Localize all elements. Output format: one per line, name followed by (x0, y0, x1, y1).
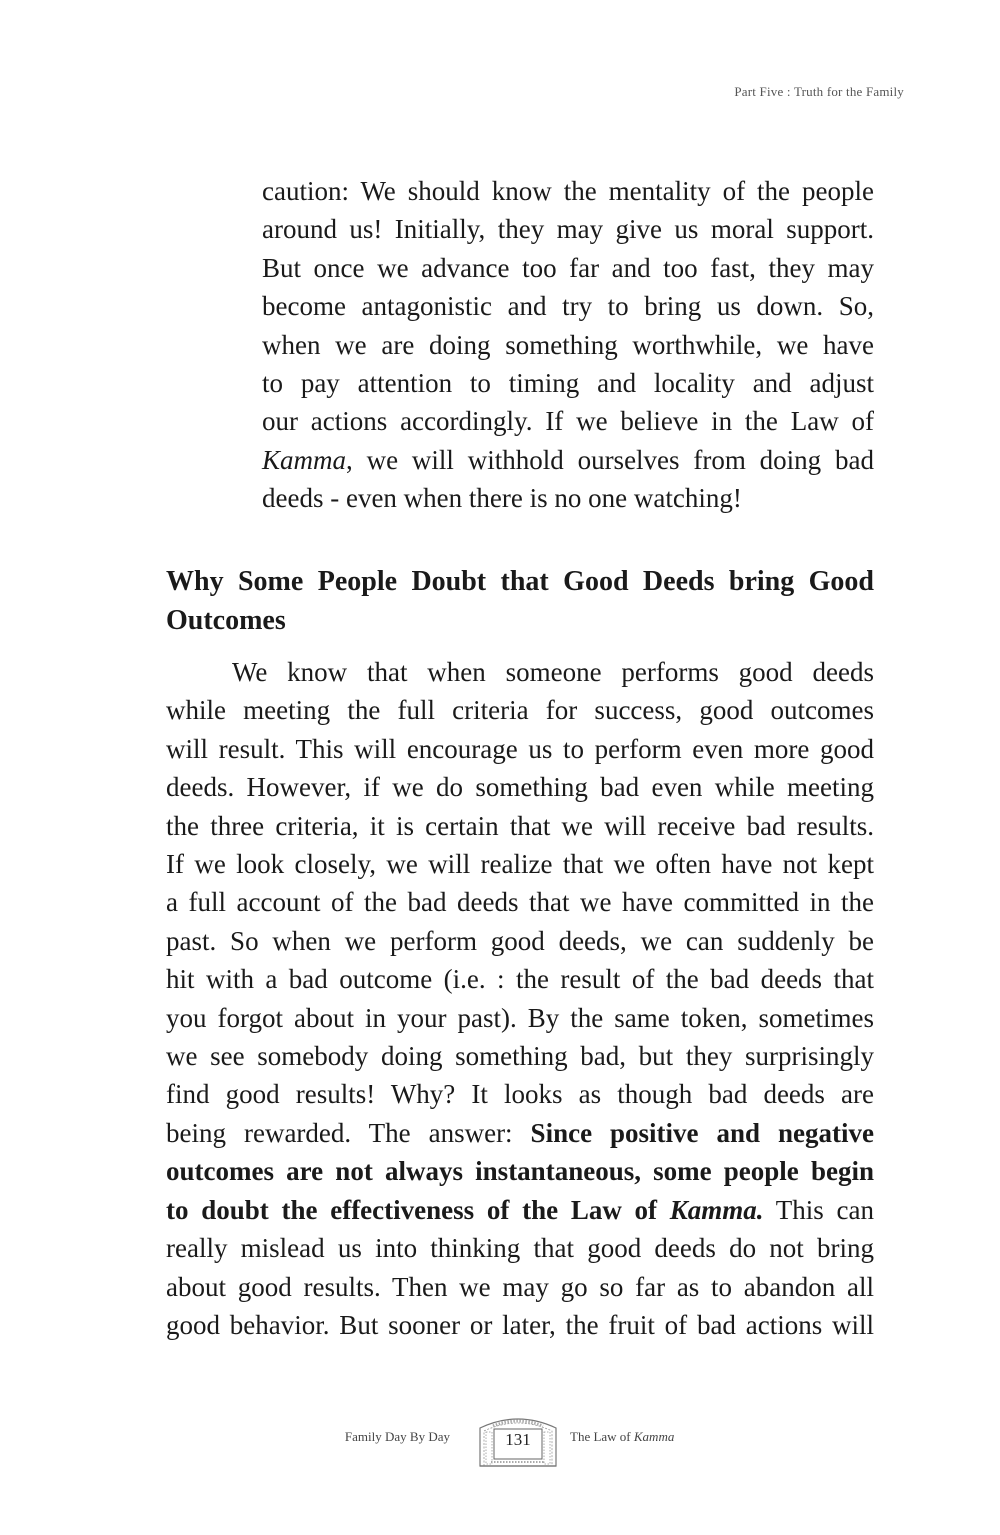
kamma-term: Kamma (262, 444, 347, 475)
text-line: our actions accordingly. If we believe in the Law of (262, 406, 874, 437)
text-line (262, 441, 874, 479)
emphasis-text (166, 1195, 764, 1225)
text-line: to pay attention to timing and locality and adjust (262, 368, 874, 399)
text-line: become antagonistic and try to bring us down. So, (262, 291, 874, 322)
running-head: Part Five : Truth for the Family (734, 84, 904, 99)
text-line (166, 1114, 874, 1152)
text-line: while meeting the full criteria for success, good outcomes (166, 695, 874, 726)
text-fragment: to doubt the effectiveness of the Law of (166, 1194, 670, 1225)
text-line: deeds. However, if we do something bad even while meeting (166, 772, 874, 803)
text-line: past. So when we perform good deeds, we can suddenly be (166, 925, 874, 956)
text-line: about good results. Then we may go so far as to abandon all (166, 1271, 874, 1302)
kamma-term: Kamma (633, 1429, 675, 1444)
text-fragment: The Law of (570, 1429, 634, 1444)
text-line: around us! Initially, they may give us moral support. (262, 214, 874, 245)
text-fragment: This can (763, 1194, 874, 1225)
page-number: 131 (505, 1430, 531, 1449)
text-line: caution: We should know the mentality of the people (262, 176, 874, 206)
paragraph-good-deeds (166, 653, 874, 1344)
footer-book-title: Family Day By Day (344, 1429, 450, 1444)
text-line: good behavior. But sooner or later, the fruit of bad actions will (166, 1309, 874, 1340)
section-heading (166, 563, 874, 640)
text-line: will result. This will encourage us to perform even more good (166, 733, 874, 764)
kamma-term: Kamma. (669, 1194, 764, 1225)
text-line: you forgot about in your past). By the same token, sometimes (166, 1002, 874, 1033)
text-line (166, 1152, 874, 1190)
text-fragment: being rewarded. The answer: (166, 1117, 531, 1148)
text-line: If we look closely, we will realize that we often have not kept (166, 849, 874, 880)
text-line: deeds - even when there is no one watching! (262, 483, 742, 514)
text-line: We know that when someone performs good deeds (232, 657, 874, 687)
text-line: the three criteria, it is certain that we will receive bad results. (166, 810, 874, 841)
text-line: But once we advance too far and too fast, they may (262, 252, 874, 283)
heading-line: Why Some People Doubt that Good Deeds bring Good (166, 566, 874, 597)
emphasis-text: Since positive and negative (530, 1117, 874, 1148)
page-footer (0, 1412, 1000, 1472)
text-line: when we are doing something worthwhile, we have (262, 329, 874, 360)
paragraph-caution (262, 172, 874, 518)
footer-chapter-title (570, 1429, 674, 1445)
text-line: really mislead us into thinking that good deeds do not bring (166, 1233, 874, 1264)
text-line: we see somebody doing something bad, but they surprisingly (166, 1041, 874, 1072)
page-number-emblem (477, 1412, 559, 1468)
text-line: a full account of the bad deeds that we have committed in the (166, 887, 874, 918)
text-fragment: , we will withhold ourselves from doing bad (346, 444, 874, 475)
text-line: hit with a bad outcome (i.e. : the result of the bad deeds that (166, 964, 874, 995)
heading-line: Outcomes (166, 604, 286, 636)
text-line: find good results! Why? It looks as though bad deeds are (166, 1079, 874, 1110)
text-line (166, 1191, 874, 1229)
emphasis-text: outcomes are not always instantaneous, some people begin (166, 1156, 874, 1187)
